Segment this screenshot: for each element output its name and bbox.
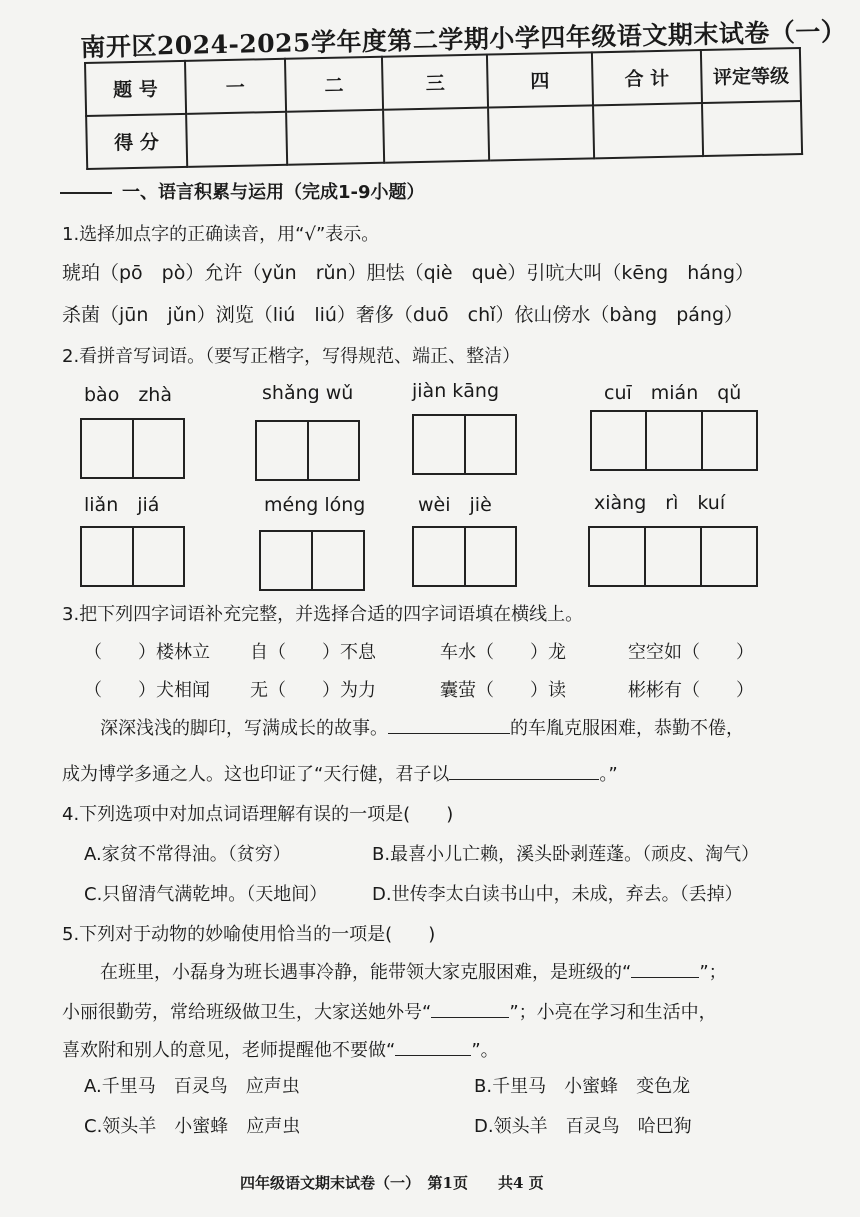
- q3-idiom[interactable]: 自（ ）不息: [250, 642, 376, 663]
- section-1-heading: [60, 178, 425, 204]
- q3-paragraph-line-1: [100, 714, 744, 740]
- score-header-2: 二: [285, 57, 384, 112]
- q5-text: 在班里，小磊身为班长遇事冷静，能带领大家克服困难，是班级的“: [100, 962, 632, 983]
- q3-idiom[interactable]: 空空如（ ）: [628, 642, 754, 663]
- score-header-4: 四: [487, 52, 593, 107]
- q5-paragraph-line-3: [62, 1036, 499, 1062]
- score-header-1: 一: [185, 59, 286, 114]
- q2-pinyin-shangwu: shǎng wǔ: [262, 382, 354, 404]
- q3-idiom[interactable]: （ ）楼林立: [84, 642, 210, 663]
- q2-pinyin-menglong: méng lóng: [264, 494, 366, 516]
- section-1-title: 一、语言积累与运用（完成1-9小题）: [122, 182, 425, 203]
- q3-text: 。”: [599, 764, 618, 785]
- q3-text: 的车胤克服困难，恭勤不倦，: [510, 718, 744, 739]
- q5-text: ”。: [471, 1040, 499, 1061]
- q5-blank-3[interactable]: [395, 1055, 471, 1056]
- q5-option-a[interactable]: A.千里马 百灵鸟 应声虫: [84, 1076, 300, 1097]
- q5-blank-1[interactable]: [631, 977, 699, 978]
- q1-line-1: 琥珀（pō pò）允许（yǔn rǔn）胆怯（qiè què）引吭大叫（kēng háng）: [62, 262, 754, 284]
- q2-answer-box-jiankang[interactable]: [412, 414, 517, 475]
- q4-option-a[interactable]: A.家贫不常得油。（贫穷）: [84, 844, 291, 865]
- score-cell[interactable]: [593, 103, 704, 158]
- q2-answer-box-baozha[interactable]: [80, 418, 185, 479]
- q5-option-d[interactable]: D.领头羊 百灵鸟 哈巴狗: [474, 1116, 692, 1137]
- score-row-label: 得 分: [86, 114, 187, 169]
- q3-text: 深深浅浅的脚印，写满成长的故事。: [100, 718, 388, 739]
- q2-pinyin-baozha: bào zhà: [84, 384, 172, 406]
- q4-prompt: 4.下列选项中对加点词语理解有误的一项是( ): [62, 804, 454, 825]
- q4-option-b[interactable]: B.最喜小儿亡赖，溪头卧剥莲蓬。（顽皮、淘气）: [372, 844, 760, 865]
- q5-option-b[interactable]: B.千里马 小蜜蜂 变色龙: [474, 1076, 691, 1097]
- q3-idiom[interactable]: 囊萤（ ）读: [440, 680, 566, 701]
- q2-pinyin-lianjia: liǎn jiá: [84, 494, 160, 516]
- q4-option-c[interactable]: C.只留清气满乾坤。（天地间）: [84, 884, 328, 905]
- score-cell[interactable]: [383, 108, 489, 163]
- q3-idiom[interactable]: 彬彬有（ ）: [628, 680, 754, 701]
- q2-answer-box-weijie[interactable]: [412, 526, 517, 587]
- q5-paragraph-line-1: [100, 958, 727, 984]
- q1-line-2: 杀菌（jūn jǔn）浏览（liú liú）奢侈（duō chǐ）依山傍水（bàng páng）: [62, 304, 744, 326]
- q3-idiom[interactable]: （ ）犬相闻: [84, 680, 210, 701]
- q2-pinyin-weijie: wèi jiè: [418, 494, 492, 516]
- q3-prompt: 3.把下列四字词语补充完整，并选择合适的四字词语填在横线上。: [62, 604, 584, 625]
- q2-pinyin-jiankang: jiàn kāng: [412, 380, 500, 402]
- q4-option-d[interactable]: D.世传李太白读书山中，未成，弃去。（丢掉）: [372, 884, 743, 905]
- q5-text: ”；小亮在学习和生活中，: [509, 1002, 717, 1023]
- page-footer: 四年级语文期末试卷（一） 第1页 共4 页: [240, 1174, 544, 1192]
- exam-title: 南开区2024-2025学年度第二学期小学四年级语文期末试卷（一）: [80, 16, 847, 62]
- q2-pinyin-xiangrikui: xiàng rì kuí: [594, 492, 726, 514]
- score-cell[interactable]: [702, 101, 802, 156]
- score-cell[interactable]: [286, 110, 385, 165]
- score-header-label: 题 号: [85, 61, 186, 116]
- q3-blank-1[interactable]: [388, 733, 510, 734]
- q5-text: ”；: [699, 962, 727, 983]
- q1-prompt: 1.选择加点字的正确读音，用“√”表示。: [62, 224, 380, 245]
- q2-answer-box-menglong[interactable]: [259, 530, 365, 591]
- score-table: [84, 47, 803, 170]
- q5-text: 小丽很勤劳，常给班级做卫生，大家送她外号“: [62, 1002, 432, 1023]
- score-header-total: 合 计: [592, 50, 703, 105]
- q2-answer-box-shangwu[interactable]: [255, 420, 360, 481]
- section-score-blank[interactable]: [60, 192, 112, 194]
- q2-pinyin-cuimianqu: cuī mián qǔ: [604, 382, 742, 404]
- q2-answer-box-cuimianqu[interactable]: [590, 410, 758, 471]
- q3-idiom[interactable]: 无（ ）为力: [250, 680, 376, 701]
- q5-text: 喜欢附和别人的意见，老师提醒他不要做“: [62, 1040, 396, 1061]
- score-cell[interactable]: [488, 105, 594, 160]
- q5-blank-2[interactable]: [431, 1017, 509, 1018]
- q5-option-c[interactable]: C.领头羊 小蜜蜂 应声虫: [84, 1116, 301, 1137]
- q2-prompt: 2.看拼音写词语。（要写正楷字，写得规范、端正、整洁）: [62, 346, 521, 367]
- score-header-3: 三: [382, 55, 488, 110]
- q3-paragraph-line-2: [62, 760, 618, 786]
- score-header-grade: 评定等级: [701, 48, 801, 103]
- q3-blank-2[interactable]: [449, 779, 599, 780]
- q2-answer-box-lianjia[interactable]: [80, 526, 185, 587]
- q5-prompt: 5.下列对于动物的妙喻使用恰当的一项是( ): [62, 924, 436, 945]
- q3-text: 成为博学多通之人。这也印证了“天行健，君子以: [62, 764, 450, 785]
- q3-idiom[interactable]: 车水（ ）龙: [440, 642, 566, 663]
- q5-paragraph-line-2: [62, 998, 717, 1024]
- score-cell[interactable]: [186, 112, 287, 167]
- q2-answer-box-xiangrikui[interactable]: [588, 526, 758, 587]
